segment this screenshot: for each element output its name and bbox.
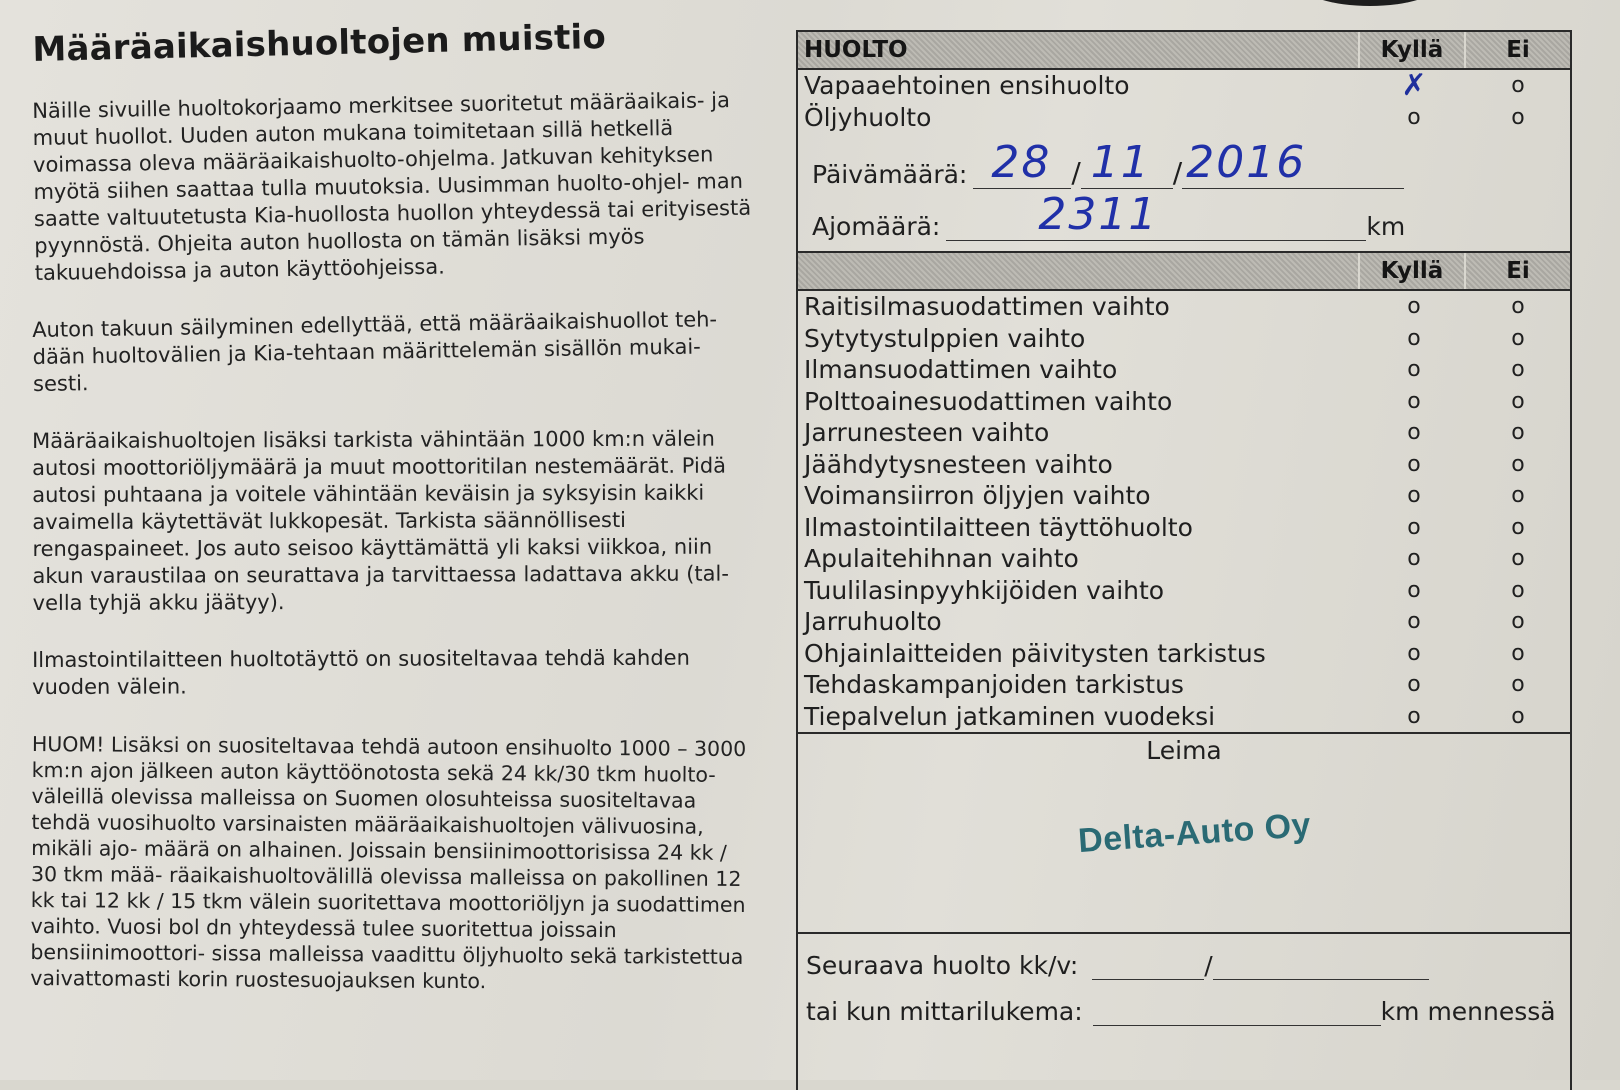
task-label: Tuulilasinpyyhkijöiden vaihto xyxy=(804,575,1165,605)
yes-checkbox[interactable]: o xyxy=(1407,357,1421,383)
header-no: Ei xyxy=(1464,32,1570,68)
odometer-field xyxy=(806,980,1570,1026)
no-checkbox[interactable]: o xyxy=(1511,577,1525,603)
no-checkbox[interactable]: o xyxy=(1511,325,1525,351)
yes-checkbox[interactable]: o xyxy=(1407,104,1421,130)
task-row xyxy=(798,323,1570,355)
yes-checkbox[interactable]: o xyxy=(1407,577,1421,603)
date-day-value: 28 xyxy=(991,137,1052,188)
task-label: Tehdaskampanjoiden tarkistus xyxy=(804,670,1184,700)
task-label: Jäähdytysnesteen vaihto xyxy=(804,449,1113,479)
yes-checkbox[interactable]: o xyxy=(1407,640,1421,666)
date-label: Päivämäärä: xyxy=(812,160,968,189)
header-title: HUOLTO xyxy=(804,37,908,63)
next-service-field xyxy=(806,934,1570,980)
no-checkbox[interactable]: o xyxy=(1511,514,1525,540)
tasks-header xyxy=(798,251,1570,291)
no-checkbox[interactable]: o xyxy=(1511,357,1525,383)
no-checkbox[interactable]: o xyxy=(1511,451,1525,477)
yes-checkbox[interactable]: o xyxy=(1407,451,1421,477)
date-field: Päivämäärä: 28 / 11 / 2016 xyxy=(798,137,1570,189)
task-row xyxy=(798,669,1570,701)
task-label: Ilmastointilaitteen täyttöhuolto xyxy=(804,512,1193,542)
task-label: Tiepalvelun jatkaminen vuodeksi xyxy=(804,701,1216,731)
odometer-label: tai kun mittarilukema: xyxy=(806,997,1083,1026)
yes-checkbox[interactable]: o xyxy=(1407,420,1421,446)
row-label: Öljyhuolto xyxy=(804,102,932,132)
task-row xyxy=(798,291,1570,323)
task-label: Jarruhuolto xyxy=(804,607,942,637)
yes-checkbox[interactable] xyxy=(1362,68,1466,103)
dealer-stamp: Delta-Auto Oy xyxy=(1076,805,1313,861)
mileage-field xyxy=(798,189,1570,241)
binder-ring-shadow xyxy=(1300,0,1440,6)
task-label: Apulaitehihnan vaihto xyxy=(804,544,1079,574)
date-day-line[interactable] xyxy=(973,137,1071,189)
task-label: Ohjainlaitteiden päivitysten tarkistus xyxy=(804,638,1266,668)
no-checkbox[interactable]: o xyxy=(1511,104,1525,130)
paragraph-aircon: Ilmastointilaitteen huoltotäyttö on suositeltavaa tehdä kahden vuoden välein. xyxy=(32,645,690,699)
no-checkbox[interactable]: o xyxy=(1511,609,1525,635)
no-checkbox[interactable]: o xyxy=(1511,672,1525,698)
odometer-suffix: km mennessä xyxy=(1380,997,1556,1026)
next-service-section xyxy=(798,934,1570,1026)
instructions-column xyxy=(30,16,752,1021)
task-row xyxy=(798,575,1570,607)
next-service-month-line[interactable] xyxy=(1092,949,1204,980)
task-row xyxy=(798,512,1570,544)
odometer-line[interactable] xyxy=(1093,995,1381,1026)
row-label: Vapaaehtoinen ensihuolto xyxy=(804,71,1130,101)
yes-checkbox[interactable]: o xyxy=(1407,546,1421,572)
service-form xyxy=(796,30,1572,1090)
header-yes: Kyllä xyxy=(1358,253,1464,289)
no-checkbox[interactable]: o xyxy=(1511,388,1525,414)
task-row xyxy=(798,417,1570,449)
task-row xyxy=(798,480,1570,512)
mileage-line[interactable] xyxy=(946,189,1366,241)
no-checkbox[interactable]: o xyxy=(1511,640,1525,666)
mileage-unit: km xyxy=(1366,212,1406,241)
no-checkbox[interactable]: o xyxy=(1511,73,1525,99)
task-label: Jarrunesteen vaihto xyxy=(804,418,1050,448)
service-header xyxy=(798,30,1570,70)
no-checkbox[interactable]: o xyxy=(1511,546,1525,572)
next-service-year-line[interactable] xyxy=(1213,949,1429,980)
stamp-label: Leima xyxy=(1146,736,1222,765)
task-label: Raitisilmasuodattimen vaihto xyxy=(804,292,1170,322)
task-row xyxy=(798,638,1570,670)
page-title: Määräaikaishuoltojen muistio xyxy=(32,16,607,70)
no-checkbox[interactable]: o xyxy=(1511,703,1525,729)
yes-checkbox[interactable]: o xyxy=(1407,388,1421,414)
paragraph-note: HUOM! Lisäksi on suositeltavaa tehdä autoon ensihuolto 1000 – 3000 km:n ajon jälkeen auton käyttöönotosta sekä 24 kk/30 tkm huolto- väleillä olevissa malleissa on Suomen olosuhteissa suositeltavaa tehdä vuosihuolto varsinaisten määräaikaishuoltojen välivuosina, mikäli ajo- määrä on alhainen. Joissain bensiinimoottorisissa 24 kk / 30 tkm mää- räaikaishuoltovälillä olevissa malleissa on pakollinen 12 kk tai 12 kk / 15 tkm välein suoritettava moottoriöljyn ja suodattimen vaihto. Vuosi bol dn yhteydessä tulee suoritettua joissain bensiinimoottori- sissa malleissa vaadittu öljyhuolto sekä tarkistettua vaivattomasti korin ruostesuojauksen kunto. xyxy=(30,732,747,994)
yes-checkbox[interactable]: o xyxy=(1407,325,1421,351)
task-label: Polttoainesuodattimen vaihto xyxy=(804,386,1173,416)
mileage-value: 2311 xyxy=(1038,189,1159,240)
service-row xyxy=(798,102,1570,134)
paragraph-warranty: Auton takuun säilyminen edellyttää, että määräaikaishuollot teh- dään huoltovälien ja Kia-tehtaan määrittelemän sisällön mukai- sesti. xyxy=(32,307,718,396)
check-mark-icon: ✗ xyxy=(1401,68,1427,104)
task-label: Ilmansuodattimen vaihto xyxy=(804,355,1118,385)
paragraph-checks: Määräaikaishuoltojen lisäksi tarkista vähintään 1000 km:n välein autosi moottoriöljymäärä ja muut moottoritilan nestemäärät. Pidä autosi puhtaana ja voitele vähintään keväisin ja syksyisin kaikki avaimella käytettävät lukkopesät. Tarkista säännöllisesti rengaspaineet. Jos auto seisoo käyttämättä yli kaksi viikkoa, niin akun varaustilaa on seurattava ja tarvittaessa ladattava akku (tal- vella tyhjä akku jäätyy). xyxy=(32,426,729,615)
no-checkbox[interactable]: o xyxy=(1511,420,1525,446)
next-service-label: Seuraava huolto kk/v: xyxy=(806,951,1079,980)
mileage-label: Ajomäärä: xyxy=(812,212,941,241)
date-month-value: 11 xyxy=(1090,137,1151,188)
yes-checkbox[interactable]: o xyxy=(1407,483,1421,509)
yes-checkbox[interactable]: o xyxy=(1407,514,1421,540)
service-row xyxy=(798,70,1570,102)
date-year-line[interactable] xyxy=(1182,137,1404,189)
stamp-box xyxy=(798,732,1570,934)
yes-checkbox[interactable]: o xyxy=(1407,703,1421,729)
paragraph-intro: Näille sivuille huoltokorjaamo merkitsee suoritetut määräaikais- ja muut huollot. Uuden auton mukana toimitetaan sillä hetkellä voimassa oleva määräaikaishuolto-ohjelma. Jatkuvan kehityksen myötä siihen saattaa tulla muutoksia. Uusimman huolto-ohjel- man saatte valtuutetusta Kia-huollosta huollon yhteydessä tai erityisestä pyynnöstä. Ohjeita auton huollosta on tämän lisäksi myös takuuehdoissa ja auton käyttöohjeissa. xyxy=(32,88,752,285)
header-no: Ei xyxy=(1464,253,1570,289)
task-label: Voimansiirron öljyjen vaihto xyxy=(804,481,1151,511)
task-row xyxy=(798,449,1570,481)
task-label: Sytytystulppien vaihto xyxy=(804,323,1086,353)
date-year-value: 2016 xyxy=(1186,137,1307,188)
no-checkbox[interactable]: o xyxy=(1511,294,1525,320)
no-checkbox[interactable]: o xyxy=(1511,483,1525,509)
task-row xyxy=(798,354,1570,386)
yes-checkbox[interactable]: o xyxy=(1407,609,1421,635)
task-row xyxy=(798,543,1570,575)
task-row xyxy=(798,701,1570,733)
next-service-sep: / xyxy=(1204,951,1213,980)
yes-checkbox[interactable]: o xyxy=(1407,294,1421,320)
yes-checkbox[interactable]: o xyxy=(1407,672,1421,698)
task-row xyxy=(798,606,1570,638)
date-month-line[interactable] xyxy=(1081,137,1173,189)
task-list xyxy=(798,291,1570,732)
task-row xyxy=(798,386,1570,418)
header-yes: Kyllä xyxy=(1358,32,1464,68)
